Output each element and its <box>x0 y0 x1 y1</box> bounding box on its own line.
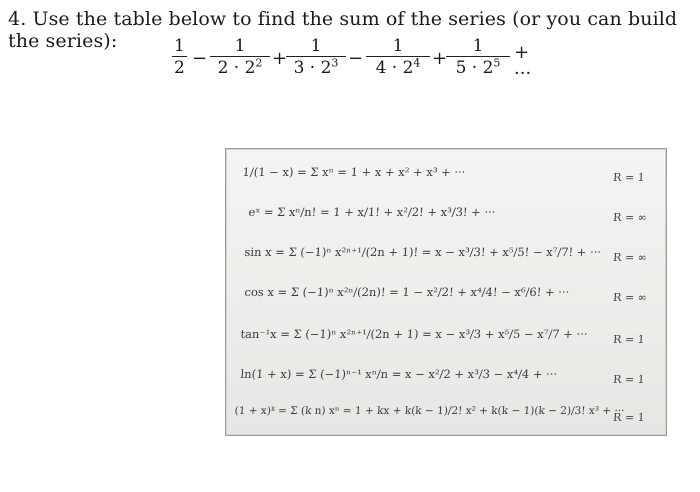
operator-2: + <box>272 48 288 69</box>
radius-of-convergence: R = 1 <box>612 171 646 184</box>
series-formula: tan⁻¹x = Σ (−1)ⁿ x²ⁿ⁺¹/(2n + 1) = x − x³/3 + x⁵/5 − x⁷/7 + ··· <box>240 327 589 341</box>
table-row <box>225 285 648 315</box>
series-formula: eˣ = Σ xⁿ/n! = 1 + x/1! + x²/2! + x³/3! + ··· <box>248 205 496 219</box>
term-5: $\frac{1}{5 \cdot 2^5}$ <box>446 36 510 79</box>
table-row <box>225 165 646 195</box>
radius-of-convergence: R = 1 <box>612 333 646 346</box>
operator-5: + ··· <box>514 42 532 84</box>
term-2: $\frac{1}{2 \cdot 2^2}$ <box>210 36 270 79</box>
operator-3: − <box>348 48 364 69</box>
term-3: $\frac{1}{3 \cdot 2^3}$ <box>286 36 346 79</box>
problem-statement: 4. Use the table below to find the sum of the series (or you can build the series): <box>8 8 678 52</box>
table-row <box>225 245 648 275</box>
series-formula: (1 + x)ᵏ = Σ (k n) xⁿ = 1 + kx + k(k − 1)/2! x² + k(k − 1)(k − 2)/3! x³ + ··· <box>234 405 625 417</box>
operator-4: + <box>432 48 448 69</box>
operator-1: − <box>192 48 208 69</box>
radius-of-convergence: R = ∞ <box>612 211 648 224</box>
radius-of-convergence: R = 1 <box>612 373 646 386</box>
table-row <box>225 405 646 435</box>
table-row <box>225 367 646 397</box>
term-4: $\frac{1}{4 \cdot 2^4}$ <box>366 36 430 79</box>
power-series-table <box>225 148 667 436</box>
series-formula: ln(1 + x) = Σ (−1)ⁿ⁻¹ xⁿ/n = x − x²/2 + x³/3 − x⁴/4 + ··· <box>240 367 558 381</box>
series-formula: sin x = Σ (−1)ⁿ x²ⁿ⁺¹/(2n + 1)! = x − x³/3! + x⁵/5! − x⁷/7! + ··· <box>244 245 602 259</box>
radius-of-convergence: R = ∞ <box>612 291 648 304</box>
term-1: $\frac{1}{2}$ <box>174 36 185 78</box>
series-formula: 1/(1 − x) = Σ xⁿ = 1 + x + x² + x³ + ··· <box>242 165 466 179</box>
radius-of-convergence: R = 1 <box>612 411 646 424</box>
series-formula: cos x = Σ (−1)ⁿ x²ⁿ/(2n)! = 1 − x²/2! + x⁴/4! − x⁶/6! + ··· <box>244 285 570 299</box>
table-row <box>225 327 646 357</box>
table-row <box>225 205 648 235</box>
radius-of-convergence: R = ∞ <box>612 251 648 264</box>
